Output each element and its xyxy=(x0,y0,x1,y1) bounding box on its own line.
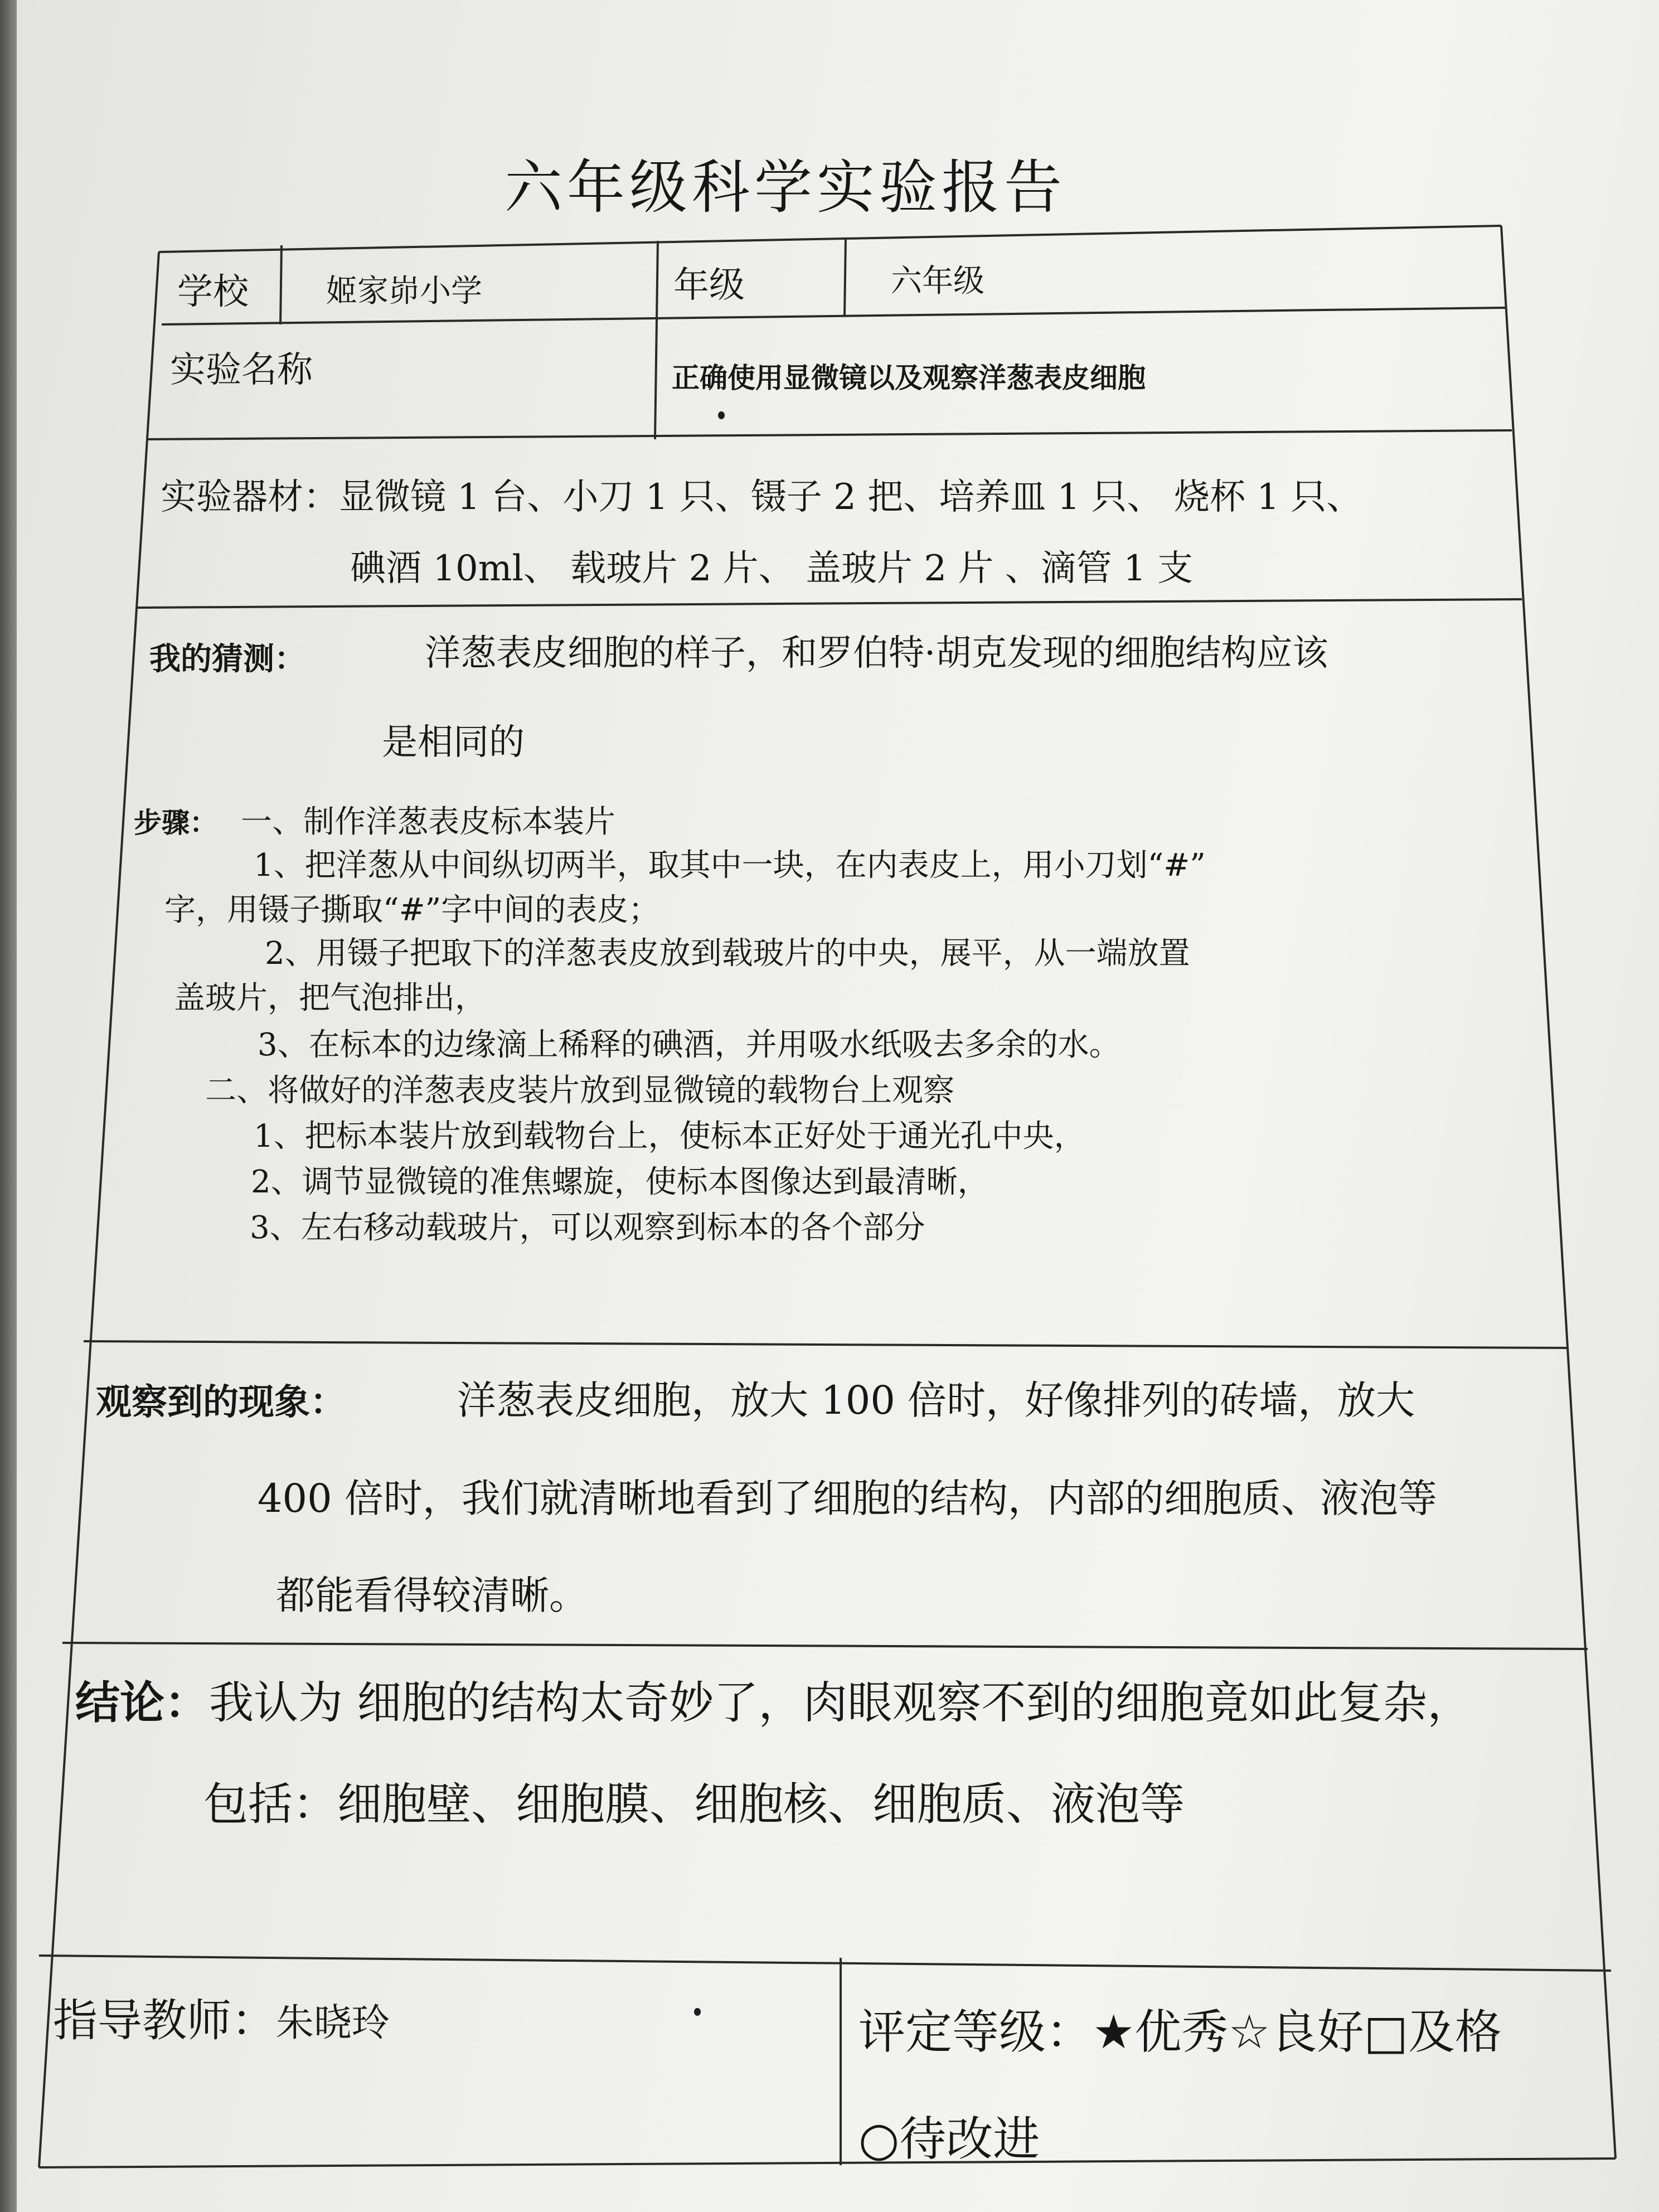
conclusion-label: 结论： xyxy=(75,1676,209,1729)
row-line-3 xyxy=(138,599,1522,608)
school-label: 学校 xyxy=(177,271,249,313)
step-line-2: 1、把洋葱从中间纵切两半，取其中一块，在内表皮上，用小刀划“#” xyxy=(254,847,1206,884)
materials-label: 实验器材： xyxy=(161,477,339,518)
conclusion-line-1 xyxy=(75,1667,1472,1731)
materials-text-1: 显微镜 1 台、小刀 1 只、镊子 2 把、培养皿 1 只、 烧杯 1 只、 xyxy=(339,477,1362,518)
guess-text-1: 洋葱表皮细胞的样子，和罗伯特·胡克发现的细胞结构应该 xyxy=(425,633,1328,674)
step-line-8: 1、把标本装片放到载物台上，使标本正好处于通光孔中央， xyxy=(254,1118,1085,1154)
row-line-5 xyxy=(62,1643,1588,1649)
experiment-value: 正确使用显微镜以及观察洋葱表皮细胞 xyxy=(672,361,1146,394)
conclusion-text-2: 包括：细胞壁、细胞膜、细胞核、细胞质、液泡等 xyxy=(203,1778,1185,1830)
teacher-label: 指导教师： xyxy=(53,1995,276,2046)
circle-icon: ○ xyxy=(858,2112,900,2166)
grade-label: 年级 xyxy=(673,265,745,306)
table-border-left xyxy=(39,252,159,2167)
observation-text-1: 洋葱表皮细胞，放大 100 倍时，好像排列的砖墙，放大 xyxy=(457,1377,1415,1423)
step-line-10: 3、左右移动载玻片，可以观察到标本的各个部分 xyxy=(250,1210,925,1246)
row-line-4 xyxy=(84,1341,1569,1348)
filled-star-icon: ★ xyxy=(1093,2005,1135,2059)
table-border-bottom xyxy=(39,2158,1616,2167)
observation-text-2: 400 倍时，我们就清晰地看到了细胞的结构，内部的细胞质、液泡等 xyxy=(258,1476,1437,1521)
row-line-6 xyxy=(39,1956,1611,1971)
rating-line-2 xyxy=(858,2102,1040,2169)
grade-value: 六年级 xyxy=(891,263,984,299)
observation-text-3: 都能看得较清晰。 xyxy=(276,1573,588,1618)
page-title: 六年级科学实验报告 xyxy=(505,153,1067,221)
col-line-school xyxy=(280,245,282,324)
step-line-6: 3、在标本的边缘滴上稀释的碘酒，并用吸水纸吸去多余的水。 xyxy=(258,1027,1120,1063)
table-border-top xyxy=(159,226,1501,252)
square-box-icon: □ xyxy=(1364,2005,1409,2059)
step-line-3: 字，用镊子撕取“#”字中间的表皮； xyxy=(164,892,660,928)
step-line-5: 盖玻片，把气泡排出， xyxy=(174,980,486,1016)
ink-dot-mark xyxy=(718,411,725,419)
rating-label: 评定等级： xyxy=(858,2005,1093,2059)
teacher-name: 朱晓玲 xyxy=(276,2001,390,2045)
rating-option-excellent: 优秀 xyxy=(1134,2005,1229,2059)
rating-option-good: 良好 xyxy=(1270,2005,1364,2059)
teacher-line xyxy=(53,1985,390,2049)
step-line-1: 一、制作洋葱表皮标本装片 xyxy=(241,804,615,840)
rating-line-1 xyxy=(858,1995,1502,2062)
school-value: 姬家峁小学 xyxy=(326,273,482,309)
steps-label: 步骤： xyxy=(134,806,217,839)
step-line-9: 2、调节显微镜的准焦螺旋，使标本图像达到最清晰， xyxy=(251,1164,989,1200)
experiment-label: 实验名称 xyxy=(170,350,313,391)
materials-line-1 xyxy=(161,468,1362,520)
step-line-4: 2、用镊子把取下的洋葱表皮放到载玻片的中央，展平，从一端放置 xyxy=(265,935,1190,972)
step-line-7: 二、将做好的洋葱表皮装片放到显微镜的载物台上观察 xyxy=(205,1073,954,1109)
table-border-right xyxy=(1501,226,1616,2158)
materials-text-2: 碘酒 10ml、 载玻片 2 片、 盖玻片 2 片 、滴管 1 支 xyxy=(350,548,1194,589)
rating-option-improve: 待改进 xyxy=(899,2112,1040,2166)
row-line-2 xyxy=(148,430,1512,439)
observation-label: 观察到的现象： xyxy=(96,1381,346,1423)
guess-label: 我的猜测： xyxy=(149,641,305,677)
rating-option-pass: 及格 xyxy=(1408,2005,1502,2059)
col-line-grade-value xyxy=(845,237,846,316)
conclusion-text-1: 我认为 细胞的结构太奇妙了，肉眼观察不到的细胞竟如此复杂， xyxy=(209,1677,1472,1729)
ink-dot-mark-2 xyxy=(694,2008,701,2016)
col-line-grade-left xyxy=(655,241,658,439)
outline-star-icon: ☆ xyxy=(1228,2005,1270,2059)
guess-text-2: 是相同的 xyxy=(382,722,525,763)
